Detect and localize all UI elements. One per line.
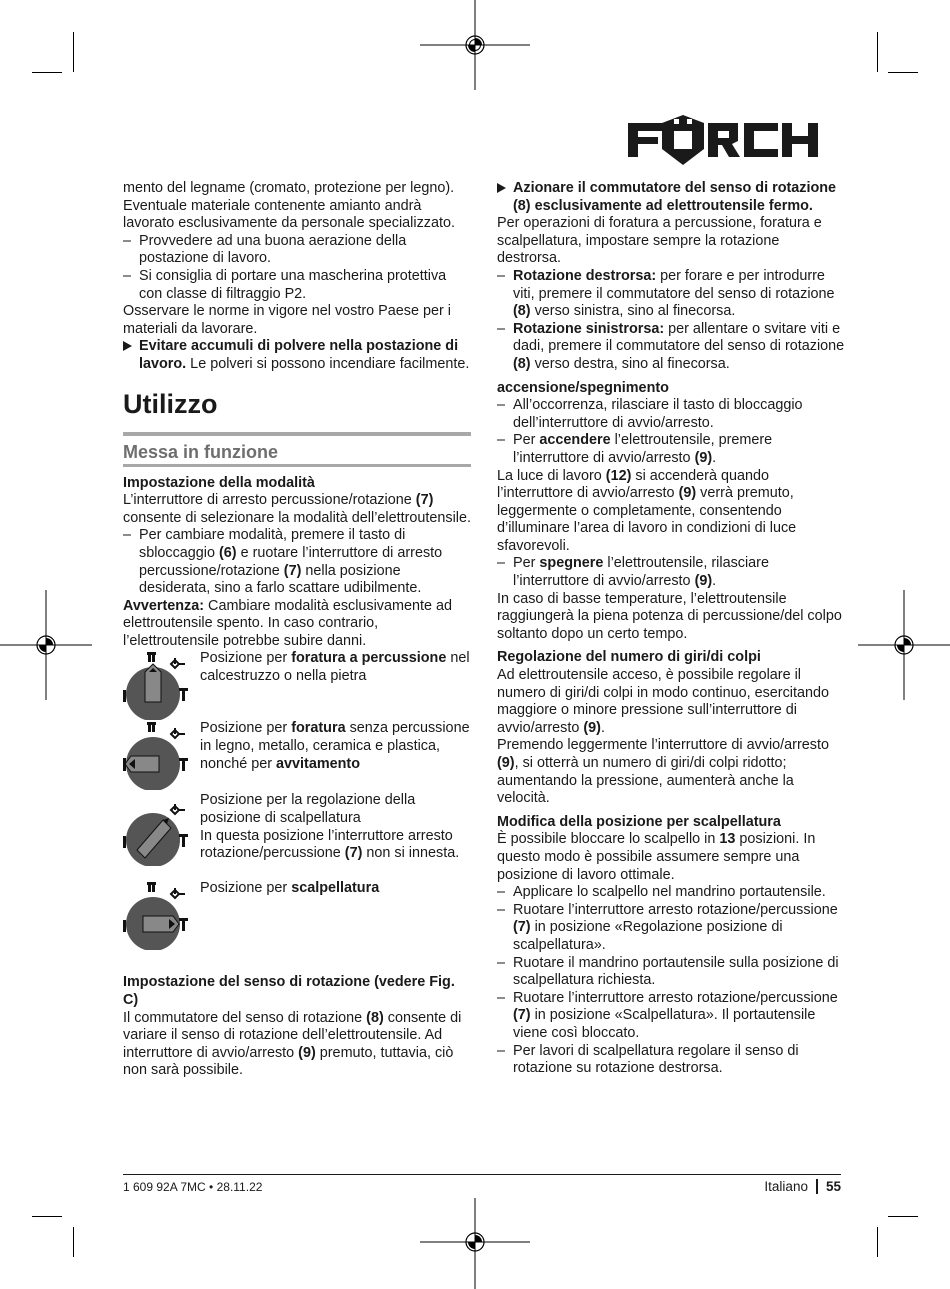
warning-item: Evitare accumuli di polvere nella postazione di lavoro. Le polveri si possono incendiare facilmente. (123, 338, 471, 373)
paragraph: Il commutatore del senso di rotazione (8) consente di variare il senso di rotazione dell’elettroutensile. Ad interruttore di avvio/arresto (9) premuto, tuttavia, ciò non sarà possibile. (123, 1009, 462, 1079)
mode-description: Posizione per la regolazione della posizione di scalpellatura In questa posizione l’interruttore arresto rotazione/percussione (7) non si innesta. (200, 792, 460, 862)
arrow-bullet-icon (497, 183, 506, 193)
page-footer (764, 1178, 841, 1195)
list-item: – Ruotare l’interruttore arresto rotazione/percussione (7) in posizione «Regolazione posizione di scalpellatura». (497, 902, 845, 955)
crop-mark (32, 72, 62, 73)
topic-heading: Impostazione della modalità (123, 474, 315, 491)
list-item: – Provvedere ad una buona aerazione della postazione di lavoro. (123, 233, 471, 268)
paragraph: L’interruttore di arresto percussione/rotazione (7) consente di selezionare la modalità dell’elettroutensile. (123, 492, 471, 526)
chisel-adjust-dial-icon (123, 796, 191, 866)
list-item: – All’occorrenza, rilasciare il tasto di bloccaggio dell’interruttore di avvio/arresto. (497, 397, 845, 432)
paragraph: Avvertenza: Cambiare modalità esclusivamente ad elettroutensile spento. In caso contrario, l’elettroutensile potrebbe subire danni. (123, 597, 453, 649)
hammer-drill-dial-icon (123, 650, 191, 720)
topic-heading: Modifica della posizione per scalpellatura (497, 813, 781, 830)
footer-separator (816, 1179, 818, 1194)
registration-mark-left (0, 590, 92, 700)
mode-chiselling (123, 880, 471, 968)
page-number: 55 (825, 1179, 841, 1194)
list-item: – Ruotare l’interruttore arresto rotazione/percussione (7) in posizione «Scalpellatura». Il portautensile viene così bloccato. (497, 990, 845, 1043)
registration-mark-bottom (420, 1198, 530, 1289)
topic-heading: accensione/spegnimento (497, 379, 669, 396)
crop-mark (888, 72, 918, 73)
mode-description: Posizione per foratura a percussione nel calcestruzzo o nella pietra (200, 650, 470, 685)
chiselling-dial-icon (123, 880, 191, 950)
mode-chisel-position (123, 792, 471, 880)
registration-mark-top (420, 0, 530, 90)
list-item: – Rotazione sinistrorsa: per allentare o svitare viti e dadi, premere il commutatore del senso di rotazione (8) verso destra, sino al finecorsa. (497, 321, 845, 374)
brand-logo (628, 115, 842, 165)
list-item: – Rotazione destrorsa: per forare e per introdurre viti, premere il commutatore del senso di rotazione (8) verso sinistra, sino al finecorsa. (497, 268, 845, 321)
paragraph: In caso di basse temperature, l’elettroutensile raggiungerà la piena potenza di percussione/del colpo soltanto dopo un certo tempo. (497, 590, 842, 642)
section-heading: Utilizzo (123, 388, 218, 419)
right-column (497, 180, 845, 1078)
topic-heading: Impostazione del senso di rotazione (vedere Fig. C) (123, 974, 455, 1009)
list-item: – Per accendere l’elettroutensile, premere l’interruttore di avvio/arresto (9). (497, 432, 845, 467)
crop-mark (877, 32, 878, 72)
footer-divider (123, 1174, 841, 1175)
mode-description: Posizione per foratura senza percussione in legno, metallo, ceramica e plastica, nonché per avvitamento (200, 720, 470, 772)
drilling-dial-icon (123, 720, 191, 790)
crop-mark (73, 32, 74, 72)
crop-mark (32, 1216, 62, 1217)
list-item: – Applicare lo scalpello nel mandrino portautensile. (497, 884, 845, 902)
mode-drilling (123, 720, 471, 792)
document-id: 1 609 92A 7MC • 28.11.22 (123, 1180, 263, 1194)
mode-hammer-drilling (123, 650, 471, 720)
list-item: – Per lavori di scalpellatura regolare il senso di rotazione su rotazione destrorsa. (497, 1043, 845, 1078)
list-item: – Per cambiare modalità, premere il tasto di sbloccaggio (6) e ruotare l’interruttore di arresto percussione/rotazione (7) nella posizione desiderata, sino a farlo scattare udibilmente. (123, 527, 471, 597)
warning-item: Azionare il commutatore del senso di rotazione (8) esclusivamente ad elettroutensile fermo. (497, 180, 845, 215)
left-column (123, 180, 471, 1080)
paragraph: Premendo leggermente l’interruttore di avvio/arresto (9), si otterrà un numero di giri/di colpi ridotto; aumentando la pressione, aumenterà anche la velocità. (497, 737, 829, 807)
mode-description: Posizione per scalpellatura (200, 880, 380, 897)
list-item: – Per spegnere l’elettroutensile, rilasciare l’interruttore di avvio/arresto (9). (497, 555, 845, 590)
divider (123, 464, 471, 467)
crop-mark (73, 1227, 74, 1257)
registration-mark-right (858, 590, 950, 700)
language-label: Italiano (764, 1179, 808, 1194)
paragraph: Ad elettroutensile acceso, è possibile regolare il numero di giri/di colpi in modo continuo, esercitando maggiore o minore pressione sull’interruttore di avvio/arresto (9). (497, 667, 829, 736)
crop-mark (888, 1216, 918, 1217)
list-item: – Si consiglia di portare una mascherina protettiva con classe di filtraggio P2. (123, 268, 471, 303)
paragraph: La luce di lavoro (12) si accenderà quando l’interruttore di avvio/arresto (9) verrà premuto, leggermente o completamente, consentendo d’illuminare l’area di lavoro in condizioni di luce sfavorevoli. (497, 467, 797, 554)
paragraph: Per operazioni di foratura a percussione, foratura e scalpellatura, impostare sempre la rotazione destrorsa. (497, 215, 822, 267)
subsection-heading: Messa in funzione (123, 441, 279, 462)
arrow-bullet-icon (123, 341, 132, 351)
list-item: – Ruotare il mandrino portautensile sulla posizione di scalpellatura richiesta. (497, 955, 845, 990)
crop-mark (877, 1227, 878, 1257)
paragraph: Osservare le norme in vigore nel vostro Paese per i materiali da lavorare. (123, 303, 451, 337)
paragraph: È possibile bloccare lo scalpello in 13 posizioni. In questo modo è possibile assumere sempre una posizione di lavoro ottimale. (497, 831, 816, 883)
paragraph: mento del legname (cromato, protezione per legno). Eventuale materiale contenente amianto andrà lavorato esclusivamente da personale specializzato. (123, 180, 455, 232)
topic-heading: Regolazione del numero di giri/di colpi (497, 649, 761, 666)
